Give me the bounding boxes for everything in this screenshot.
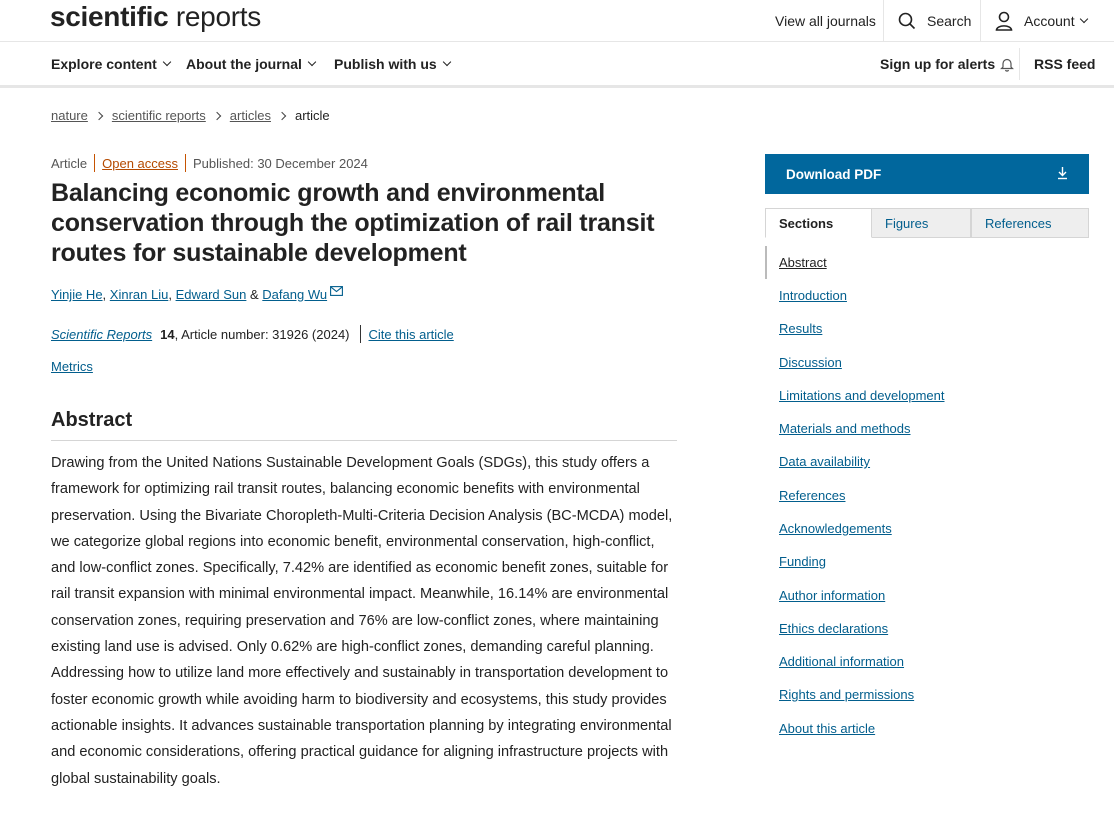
chevron-right-icon (278, 111, 286, 119)
divider (883, 0, 884, 42)
account-label: Account (1024, 13, 1075, 29)
section-link-discussion[interactable]: Discussion (779, 355, 842, 370)
abstract-text: Drawing from the United Nations Sustainable Development Goals (SDGs), this study offers a framework for optimizing rail transit routes, balancing economic benefits with environmental preservation. Using the Bivariate Choropleth-Multi-Criteria Decision Analysis (BC-MCDA) model, we categorize global regions into economic benefit, environmental conservation, high-conflict, and low-conflict zones. Specifically, 7.42% are identified as economic benefit zones, suitable for rail transit expansion with minimal environmental impact. Meanwhile, 16.14% are environmental conservation zones, requiring preservation and 76% are low-conflict zones, where maintaining existing land use is advised. Only 0.62% are high-conflict zones, demanding careful planning. Addressing how to utilize land more effectively and sustainably in transportation development to foster economic growth while avoiding harm to biodiversity and ecosystems, this study provides actionable insights. It advances sustainable transportation planning by integrating environmental and economic considerations, offering practical guidance for aligning infrastructure projects with global sustainability goals. (51, 455, 673, 787)
divider (980, 0, 981, 42)
download-icon (1057, 166, 1068, 180)
section-link-additional-info[interactable]: Additional information (779, 654, 905, 669)
bell-icon (1000, 57, 1014, 72)
explore-content-menu[interactable] (51, 42, 170, 86)
explore-content-label: Explore content (51, 56, 157, 72)
section-link-references[interactable]: References (779, 488, 846, 503)
publish-with-us-menu[interactable] (334, 42, 450, 86)
view-all-journals-link[interactable]: View all journals (775, 13, 876, 29)
divider (360, 325, 361, 343)
section-link-introduction[interactable]: Introduction (779, 288, 847, 303)
section-link-limitations[interactable]: Limitations and development (779, 388, 945, 403)
publish-label: Publish with us (334, 56, 437, 72)
about-journal-menu[interactable] (186, 42, 315, 86)
article-meta (51, 154, 368, 172)
download-pdf-button[interactable] (765, 154, 1089, 194)
chevron-down-icon (1079, 15, 1087, 23)
section-link-ethics[interactable]: Ethics declarations (779, 621, 889, 636)
download-pdf-label: Download PDF (786, 166, 882, 182)
author-separator: , (168, 287, 176, 302)
section-link-rights[interactable]: Rights and permissions (779, 687, 915, 702)
breadcrumb-articles[interactable]: articles (229, 108, 271, 123)
citation-line (51, 325, 454, 343)
volume-number: 14 (160, 326, 175, 342)
abstract-heading: Abstract (51, 409, 677, 441)
chevron-down-icon (442, 58, 450, 66)
breadcrumb-scientific-reports[interactable]: scientific reports (111, 108, 206, 123)
active-section-indicator (765, 246, 767, 279)
article-type: Article (51, 155, 88, 171)
search-label: Search (927, 13, 972, 29)
top-header (0, 0, 1114, 42)
divider (94, 154, 95, 172)
open-access-link[interactable]: Open access (102, 155, 178, 171)
account-button[interactable] (995, 0, 1087, 42)
author-list (51, 287, 343, 302)
user-icon (995, 11, 1013, 31)
journal-logo[interactable]: scientific reports (50, 1, 261, 32)
mail-icon[interactable] (330, 286, 343, 296)
sidebar-tabs (765, 208, 1089, 238)
section-link-results[interactable]: Results (779, 321, 823, 336)
author-link[interactable]: Xinran Liu (109, 287, 169, 302)
section-link-funding[interactable]: Funding (779, 554, 826, 569)
author-separator: , (102, 287, 110, 302)
section-link-about-article[interactable]: About this article (779, 721, 876, 736)
chevron-down-icon (308, 58, 316, 66)
section-link-data-availability[interactable]: Data availability (779, 454, 871, 469)
cite-this-article-link[interactable]: Cite this article (368, 326, 454, 342)
breadcrumb-nature[interactable]: nature (51, 108, 88, 123)
search-icon (898, 12, 916, 30)
sign-up-alerts-link[interactable] (880, 42, 1014, 86)
chevron-right-icon (95, 111, 103, 119)
author-link[interactable]: Yinjie He (51, 287, 103, 302)
section-link-acknowledgements[interactable]: Acknowledgements (779, 521, 892, 536)
journal-link[interactable]: Scientific Reports (51, 326, 153, 342)
author-link[interactable]: Edward Sun (175, 287, 247, 302)
tab-figures[interactable]: Figures (872, 208, 971, 238)
article-number: , Article number: 31926 (2024) (174, 326, 350, 342)
rss-feed-link[interactable]: RSS feed (1034, 56, 1096, 72)
search-button[interactable] (898, 0, 971, 42)
chevron-right-icon (213, 111, 221, 119)
author-separator: & (246, 287, 263, 302)
section-link-abstract[interactable]: Abstract (779, 255, 827, 270)
tab-references[interactable]: References (971, 208, 1089, 238)
divider (1019, 48, 1020, 80)
breadcrumb (51, 108, 330, 123)
sign-up-alerts-label: Sign up for alerts (880, 56, 996, 72)
published-date: Published: 30 December 2024 (193, 155, 368, 171)
section-link-author-information[interactable]: Author information (779, 588, 886, 603)
author-link[interactable]: Dafang Wu (262, 287, 328, 302)
main-navigation (0, 42, 1114, 88)
chevron-down-icon (163, 58, 171, 66)
about-journal-label: About the journal (186, 56, 302, 72)
section-link-materials-methods[interactable]: Materials and methods (779, 421, 911, 436)
article-title: Balancing economic growth and environmental conservation through the optimization of rail transit routes for sustainable development (51, 179, 655, 267)
tab-sections[interactable]: Sections (765, 208, 872, 238)
breadcrumb-current: article (294, 108, 330, 123)
divider (185, 154, 186, 172)
metrics-link[interactable]: Metrics (51, 359, 93, 374)
